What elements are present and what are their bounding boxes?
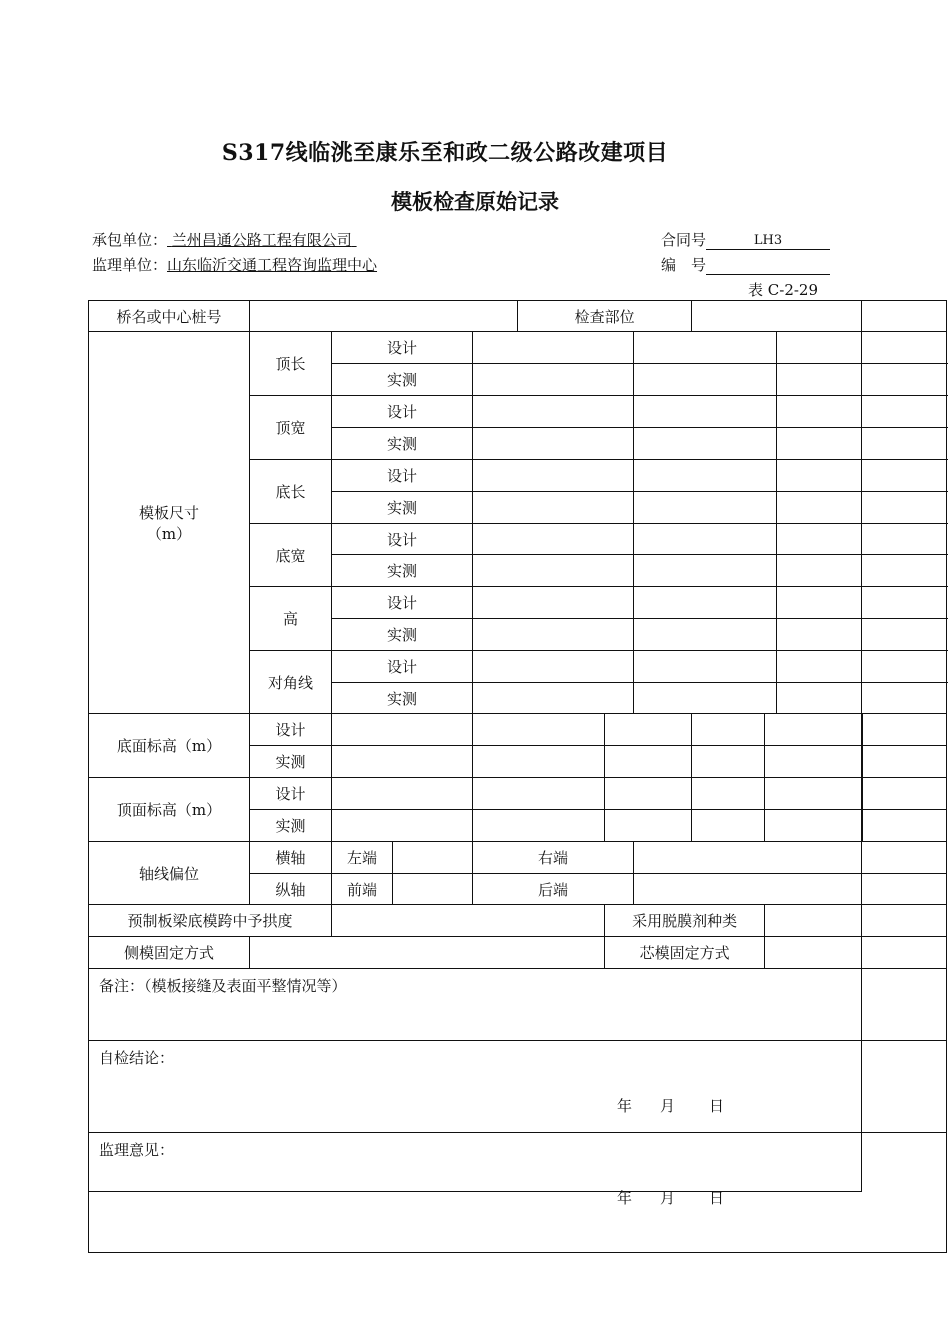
design-label: 设计 xyxy=(332,651,473,683)
dim-label: 底长 xyxy=(250,460,332,524)
cell[interactable] xyxy=(634,428,777,460)
side-form-label: 侧模固定方式 xyxy=(89,937,250,969)
contractor-label: 承包单位： xyxy=(92,231,168,249)
cell[interactable] xyxy=(634,364,777,396)
cell[interactable] xyxy=(473,778,605,810)
camber-value[interactable] xyxy=(332,905,605,937)
supervision-box[interactable] xyxy=(89,1133,947,1253)
cell[interactable] xyxy=(634,332,777,364)
self-check-date: 年 月 日 xyxy=(617,1097,725,1115)
camber-label: 预制板梁底模跨中予拱度 xyxy=(89,905,332,937)
right-end-label: 右端 xyxy=(473,842,634,874)
measured-label: 实测 xyxy=(332,683,473,714)
rear-end-value[interactable] xyxy=(634,874,947,905)
measured-label: 实测 xyxy=(332,619,473,651)
cell[interactable] xyxy=(473,587,634,619)
cell[interactable] xyxy=(863,714,947,746)
front-end-label: 前端 xyxy=(332,874,393,905)
measured-label: 实测 xyxy=(332,555,473,587)
supervisor-row xyxy=(92,254,377,275)
cell[interactable] xyxy=(777,364,947,396)
cell[interactable] xyxy=(863,746,947,778)
cell[interactable] xyxy=(332,810,473,842)
front-end-value[interactable] xyxy=(393,874,473,905)
cell[interactable] xyxy=(765,746,863,778)
measured-label: 实测 xyxy=(250,810,332,842)
self-check-box[interactable] xyxy=(89,1041,947,1133)
design-label: 设计 xyxy=(332,587,473,619)
cell[interactable] xyxy=(777,524,947,555)
release-agent-value[interactable] xyxy=(765,905,947,937)
serial-row xyxy=(661,254,830,275)
cell[interactable] xyxy=(634,396,777,428)
document-subtitle: 模板检查原始记录 xyxy=(391,190,559,214)
serial-value[interactable] xyxy=(706,258,830,275)
rear-end-label: 后端 xyxy=(473,874,634,905)
cell[interactable] xyxy=(634,619,777,651)
cell[interactable] xyxy=(473,746,605,778)
longitudinal-label: 纵轴 xyxy=(250,874,332,905)
cell[interactable] xyxy=(777,428,947,460)
cell[interactable] xyxy=(634,683,777,714)
template-size-label: 模板尺寸 （m） xyxy=(89,332,250,714)
cell[interactable] xyxy=(473,683,634,714)
cell[interactable] xyxy=(777,332,947,364)
bridge-value[interactable] xyxy=(250,301,518,332)
bottom-elevation-label: 底面标高（m） xyxy=(89,714,250,778)
contract-no-row xyxy=(661,229,830,250)
form-code: 表 C-2-29 xyxy=(748,281,819,299)
left-end-value[interactable] xyxy=(393,842,473,874)
cell[interactable] xyxy=(473,810,605,842)
dim-label: 高 xyxy=(250,587,332,651)
measured-label: 实测 xyxy=(332,428,473,460)
cell[interactable] xyxy=(863,810,947,842)
cell[interactable] xyxy=(777,619,947,651)
cell[interactable] xyxy=(777,492,947,524)
check-part-value[interactable] xyxy=(692,301,947,332)
cell[interactable] xyxy=(692,714,765,746)
cell[interactable] xyxy=(634,587,777,619)
core-form-value[interactable] xyxy=(765,937,947,969)
cell[interactable] xyxy=(473,492,634,524)
axis-offset-label: 轴线偏位 xyxy=(89,842,250,905)
right-end-value[interactable] xyxy=(634,842,947,874)
inspection-form xyxy=(88,300,862,1207)
contract-no-value[interactable]: LH3 xyxy=(706,233,830,250)
cell[interactable] xyxy=(473,428,634,460)
design-label: 设计 xyxy=(332,524,473,555)
cell[interactable] xyxy=(473,364,634,396)
cell[interactable] xyxy=(777,587,947,619)
cell[interactable] xyxy=(605,778,692,810)
top-elevation-label: 顶面标高（m） xyxy=(89,778,250,842)
cell[interactable] xyxy=(777,555,947,587)
cell[interactable] xyxy=(332,778,473,810)
document-title: S317线临洮至康乐至和政二级公路改建项目 xyxy=(221,140,669,166)
remarks-label: 备注：（模板接缝及表面平整情况等） xyxy=(99,977,347,995)
core-form-label: 芯模固定方式 xyxy=(605,937,765,969)
contract-no-label: 合同号 xyxy=(661,231,707,249)
self-check-label: 自检结论： xyxy=(99,1049,175,1067)
design-label: 设计 xyxy=(332,396,473,428)
cell[interactable] xyxy=(473,651,634,683)
dim-label: 对角线 xyxy=(250,651,332,714)
cell[interactable] xyxy=(605,746,692,778)
measured-label: 实测 xyxy=(332,364,473,396)
cell[interactable] xyxy=(777,396,947,428)
cell[interactable] xyxy=(473,555,634,587)
cell[interactable] xyxy=(473,714,605,746)
measured-label: 实测 xyxy=(332,492,473,524)
cell[interactable] xyxy=(332,746,473,778)
cell[interactable] xyxy=(777,683,947,714)
cell[interactable] xyxy=(692,810,765,842)
remarks-box[interactable] xyxy=(89,969,947,1041)
transverse-label: 横轴 xyxy=(250,842,332,874)
cell[interactable] xyxy=(634,524,777,555)
cell[interactable] xyxy=(692,778,765,810)
cell[interactable] xyxy=(692,746,765,778)
left-end-label: 左端 xyxy=(332,842,393,874)
cell[interactable] xyxy=(777,460,947,492)
release-agent-label: 采用脱膜剂种类 xyxy=(605,905,765,937)
cell[interactable] xyxy=(473,332,634,364)
contractor-value[interactable]: 兰州昌通公路工程有限公司 xyxy=(171,231,352,249)
cell[interactable] xyxy=(332,714,473,746)
cell[interactable] xyxy=(634,651,777,683)
measured-label: 实测 xyxy=(250,746,332,778)
inspection-table xyxy=(88,300,947,1253)
supervision-date: 年 月 日 xyxy=(617,1189,725,1207)
cell[interactable] xyxy=(765,714,863,746)
cell[interactable] xyxy=(634,492,777,524)
cell[interactable] xyxy=(765,810,863,842)
dim-label: 顶宽 xyxy=(250,396,332,460)
cell[interactable] xyxy=(473,396,634,428)
cell[interactable] xyxy=(605,810,692,842)
cell[interactable] xyxy=(863,778,947,810)
cell[interactable] xyxy=(605,714,692,746)
serial-label: 编 号 xyxy=(661,256,707,274)
design-label: 设计 xyxy=(332,460,473,492)
dim-label: 底宽 xyxy=(250,524,332,587)
check-part-label: 检查部位 xyxy=(518,301,692,332)
cell[interactable] xyxy=(634,555,777,587)
cell[interactable] xyxy=(777,651,947,683)
cell[interactable] xyxy=(473,619,634,651)
design-label: 设计 xyxy=(250,778,332,810)
design-label: 设计 xyxy=(250,714,332,746)
contractor-row xyxy=(92,229,357,250)
cell[interactable] xyxy=(473,524,634,555)
supervision-label: 监理意见： xyxy=(99,1141,175,1159)
cell[interactable] xyxy=(765,778,863,810)
side-form-value[interactable] xyxy=(250,937,605,969)
design-label: 设计 xyxy=(332,332,473,364)
supervisor-label: 监理单位： xyxy=(92,256,168,274)
dim-label: 顶长 xyxy=(250,332,332,396)
supervisor-value[interactable]: 山东临沂交通工程咨询监理中心 xyxy=(167,256,378,274)
bridge-label: 桥名或中心桩号 xyxy=(89,301,250,332)
cell[interactable] xyxy=(473,460,634,492)
cell[interactable] xyxy=(634,460,777,492)
